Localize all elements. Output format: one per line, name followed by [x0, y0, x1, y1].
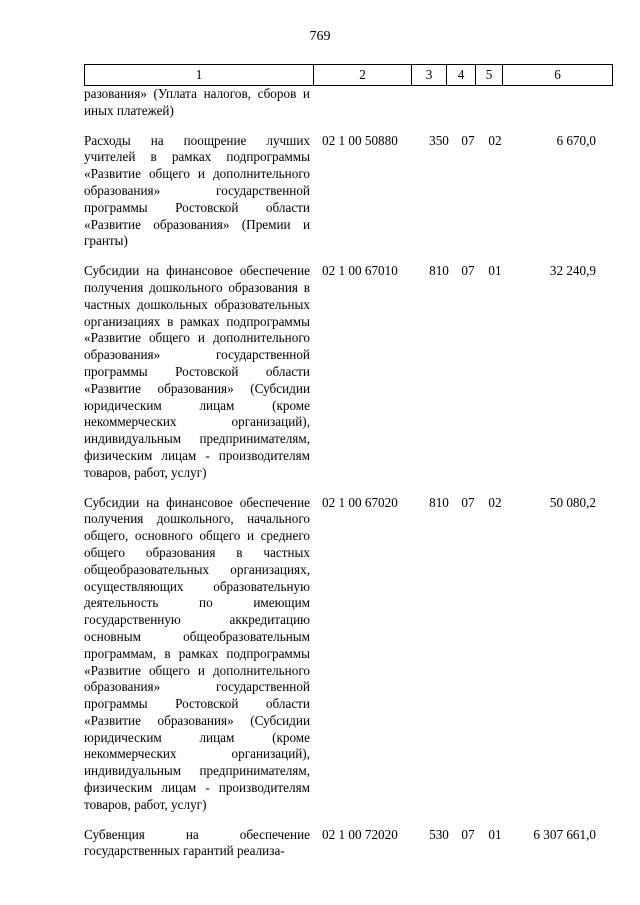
amount: 6 307 661,0	[533, 826, 596, 842]
section: 07	[461, 494, 475, 510]
row-description: Субвенция на обеспечение государственных гарантий реализа-	[84, 826, 310, 859]
section: 07	[461, 263, 475, 279]
expense-type: 350	[429, 132, 449, 148]
table-row	[84, 495, 612, 827]
header-col-6: 6	[503, 65, 613, 85]
amount: 50 080,2	[549, 494, 596, 510]
expense-type: 810	[429, 263, 449, 279]
header-col-5: 5	[476, 65, 503, 85]
amount: 32 240,9	[549, 263, 596, 279]
subsection: 01	[488, 263, 502, 279]
header-col-2: 2	[314, 65, 412, 85]
table-header	[84, 64, 613, 86]
subsection: 02	[488, 132, 502, 148]
header-col-1: 1	[85, 65, 314, 85]
expense-type: 810	[429, 494, 449, 510]
table-row	[84, 827, 612, 874]
target-article-code: 02 1 00 72020	[322, 826, 398, 842]
subsection: 01	[488, 826, 502, 842]
amount: 6 670,0	[556, 132, 596, 148]
target-article-code: 02 1 00 50880	[322, 132, 398, 148]
header-col-4: 4	[447, 65, 476, 85]
section: 07	[461, 826, 475, 842]
table-row	[84, 133, 612, 264]
row-description: Субсидии на финансовое обеспечение получения дошкольного образования в частных дошкольных образовательных организациях в рамках подпрограммы «Развитие общего и дополнительного образования» государственной программы Ростовской области «Развитие образования» (Субсидии юридическим лицам (кроме некоммерческих организаций), индивидуальным предпринимателям, физическим лицам - производителям товаров, работ, услуг)	[84, 263, 310, 480]
subsection: 02	[488, 494, 502, 510]
table-body	[84, 86, 612, 873]
target-article-code: 02 1 00 67020	[322, 494, 398, 510]
expense-type: 530	[429, 826, 449, 842]
header-col-3: 3	[412, 65, 447, 85]
section: 07	[461, 132, 475, 148]
page-number: 769	[309, 29, 331, 44]
row-description: Расходы на поощрение лучших учителей в рамках подпрограммы «Развитие общего и дополнительного образования» государственной программы Ростовской области «Развитие образования» (Премии и гранты)	[84, 132, 310, 249]
target-article-code: 02 1 00 67010	[322, 263, 398, 279]
table-row	[84, 86, 612, 133]
row-description: разования» (Уплата налогов, сборов и иных платежей)	[84, 86, 310, 118]
table-row	[84, 263, 612, 494]
row-description: Субсидии на финансовое обеспечение получения дошкольного, начального общего, основного общего и среднего общего образования в частных общеобразовательных организациях, осуществляющих образовательную деятельность по имеющим государственную аккредитацию основным общеобразовательным программам, в рамках подпрограммы «Развитие общего и дополнительного образования» государственной программы Ростовской области «Развитие образования» (Субсидии юридическим лицам (кроме некоммерческих организаций), индивидуальным предпринимателям, физическим лицам - производителям товаров, работ, услуг)	[84, 494, 310, 812]
